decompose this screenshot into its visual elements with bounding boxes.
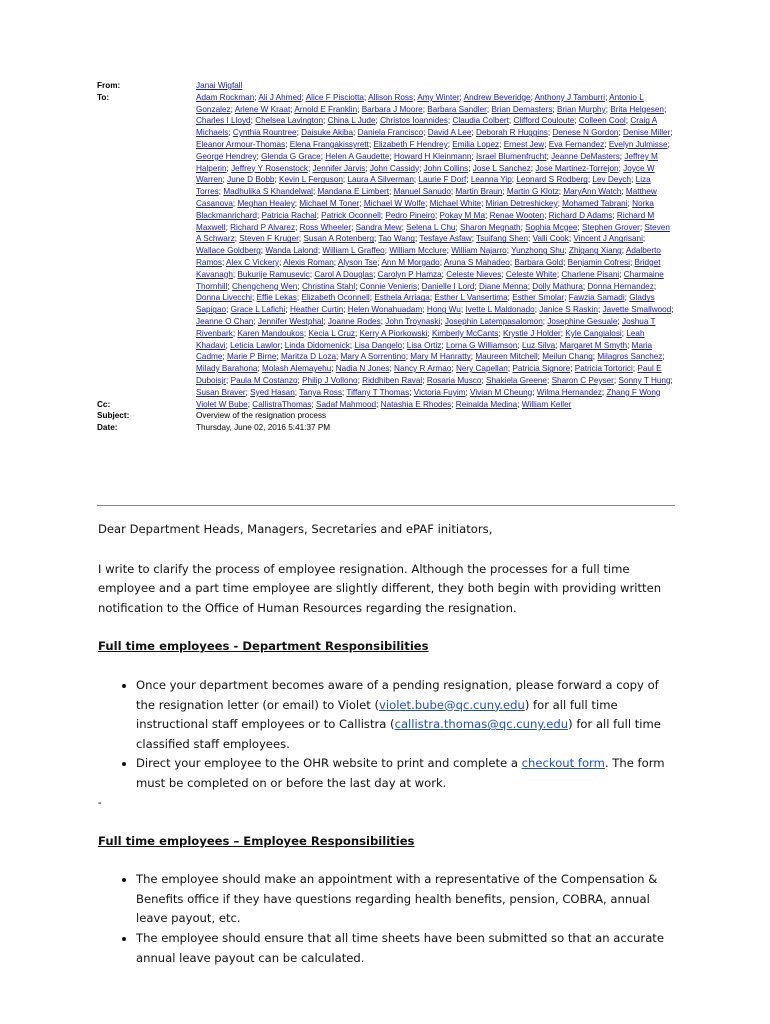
to-recipient-link[interactable]: Benjamin Cofresi: [567, 257, 630, 267]
to-recipient-link[interactable]: Eva Fernandez: [548, 139, 605, 149]
to-recipient-link[interactable]: Brian Murphy: [556, 104, 606, 114]
to-recipient-link[interactable]: Vivian M Cheung: [470, 387, 533, 397]
to-recipient-link[interactable]: Paula M Costanzo: [230, 375, 298, 385]
to-recipient-link[interactable]: Karen Mandoukos: [237, 328, 304, 338]
to-recipient-link[interactable]: Leonard S Rodberg: [516, 175, 588, 185]
violet-email-link[interactable]: violet.bube@qc.cuny.edu: [379, 697, 525, 712]
to-recipient-link[interactable]: Maria Cadme: [196, 340, 653, 362]
to-recipient-link[interactable]: Liza Torres: [196, 175, 651, 197]
to-recipient-link[interactable]: Connie Venieris: [359, 281, 418, 291]
to-recipient-link[interactable]: Eleanor Armour-Thomas: [196, 139, 286, 149]
to-recipient-link[interactable]: Mirian Detreshickey: [485, 198, 558, 208]
to-recipient-link[interactable]: William L Graffeo: [322, 246, 385, 256]
to-recipient-link[interactable]: Norka Blackmanrichard: [196, 198, 654, 220]
header-divider: [97, 505, 675, 506]
to-recipient-link[interactable]: Manuel Sanudo: [393, 187, 451, 197]
to-recipient-link[interactable]: Sharon Megnath: [460, 222, 521, 232]
email-header: [97, 80, 675, 434]
to-recipient-link[interactable]: David A Lee: [427, 128, 472, 138]
to-recipient-link[interactable]: Chelsea Lavington: [255, 116, 324, 126]
to-recipient-link[interactable]: Daniela Francisco: [357, 128, 424, 138]
cc-recipient-link[interactable]: Sadaf Mahmood: [316, 399, 377, 409]
to-recipient-link[interactable]: Maureen Mitchell: [475, 352, 538, 362]
to-recipient-link[interactable]: Elena Frangakissyrett: [289, 139, 369, 149]
subject-row: [97, 410, 675, 422]
to-recipient-link[interactable]: Zhigang Xiang: [568, 246, 622, 256]
to-recipient-link[interactable]: Carol A Douglas: [314, 269, 374, 279]
to-recipient-link[interactable]: Susan A Rotenberg: [303, 234, 374, 244]
to-recipient-link[interactable]: Allison Ross: [368, 92, 414, 102]
to-recipient-link[interactable]: Claudia Colbert: [452, 116, 509, 126]
to-recipient-link[interactable]: Effie Lekas: [256, 293, 297, 303]
to-recipient-link[interactable]: Hong Wu: [426, 305, 461, 315]
to-recipient-link[interactable]: Tao Wang: [378, 234, 415, 244]
salutation: Dear Department Heads, Managers, Secretaries and ePAF initiators,: [98, 522, 493, 536]
to-recipient-link[interactable]: Matthew Casanova: [196, 187, 657, 208]
to-recipient-link[interactable]: Fawzia Samadi: [568, 293, 625, 303]
email-body: [98, 520, 678, 968]
to-recipient-link[interactable]: Margaret M Smyth: [559, 340, 628, 350]
to-recipient-link[interactable]: Sharon C Peyser: [551, 375, 614, 385]
to-recipient-link[interactable]: Deborah R Huggins: [475, 128, 548, 138]
to-recipient-link[interactable]: Carolyn P Hamza: [377, 269, 442, 279]
to-recipient-link[interactable]: Nery Capellan: [455, 364, 508, 374]
to-recipient-link[interactable]: Joshua T Rivenbark: [196, 316, 656, 338]
checkout-form-link[interactable]: checkout form: [521, 756, 605, 771]
to-recipient-link[interactable]: Leah Khadavi: [196, 328, 645, 350]
to-recipient-link[interactable]: Syed Hasan: [250, 387, 295, 397]
to-recipient-link[interactable]: Andrew Beveridge: [463, 92, 531, 102]
to-recipient-link[interactable]: Aruna S Mahadeo: [443, 257, 510, 267]
to-recipient-link[interactable]: Antonio L Gonzalez: [196, 92, 644, 114]
to-recipient-link[interactable]: Arnold E Franklin: [294, 104, 358, 114]
subject-label: Subject:: [97, 411, 130, 421]
cc-recipient-link[interactable]: Violet W Bube: [196, 399, 248, 409]
to-recipient-link[interactable]: Charmaine Thornhill: [196, 269, 664, 291]
to-recipient-link[interactable]: MaryAnn Watch: [563, 187, 622, 197]
intro-paragraph: I write to clarify the process of employee resignation. Although the processes for a full time employee and a part time employee are slightly different, they both begin with providing written notification to the Office of Human Resources regarding the resignation.: [98, 561, 662, 615]
to-recipient-link[interactable]: Josephin Latempasalomon: [444, 316, 543, 326]
to-recipient-link[interactable]: Bukurije Ramusevic: [237, 269, 310, 279]
to-recipient-link[interactable]: Cynthia Rountree: [232, 128, 297, 138]
to-recipient-link[interactable]: Amy Winter: [417, 92, 460, 102]
to-row: [97, 92, 675, 399]
to-recipient-link[interactable]: Craig A Michaels: [196, 116, 658, 138]
to-recipient-link[interactable]: Arlene W Kraat: [234, 104, 291, 114]
to-recipient-link[interactable]: Joanne Rodes: [327, 316, 381, 326]
to-recipient-link[interactable]: Jeanne DeMasters: [551, 151, 620, 161]
to-recipient-link[interactable]: Ernest Jew: [503, 139, 545, 149]
to-recipient-link[interactable]: Meghan Healey: [237, 198, 295, 208]
to-recipient-link[interactable]: Patricia Rachal: [261, 210, 317, 220]
to-recipient-link[interactable]: Alexis Roman: [283, 257, 334, 267]
to-recipient-link[interactable]: Valli Cook: [532, 234, 569, 244]
to-recipient-link[interactable]: Pedro Pineiro: [385, 210, 435, 220]
from-label: From:: [97, 81, 121, 90]
to-recipient-link[interactable]: Celeste White: [505, 269, 557, 279]
to-recipient-link[interactable]: Janice S Raskin: [539, 305, 598, 315]
to-recipient-link[interactable]: Kerry A Piorkowski: [359, 328, 428, 338]
to-recipient-link[interactable]: Pokay M Ma: [439, 210, 486, 220]
to-recipient-link[interactable]: Gladys Sapigao: [196, 293, 655, 315]
to-recipient-link[interactable]: Jennifer Westphal: [257, 316, 324, 326]
to-recipient-link[interactable]: Chengcheng Wen: [231, 281, 298, 291]
to-recipient-link[interactable]: Milagros Sanchez: [597, 352, 663, 362]
to-recipient-link[interactable]: Jennifer Jarvis: [312, 163, 366, 173]
to-recipient-link[interactable]: Kimberly McCants: [431, 328, 499, 338]
to-recipient-link[interactable]: Lorna G Williamson: [445, 340, 518, 350]
to-recipient-link[interactable]: Glenda G Grace: [261, 151, 321, 161]
to-recipient-link[interactable]: Jeffrey Y Rosenstock: [231, 163, 308, 173]
to-recipient-link[interactable]: Susan Braver: [196, 387, 246, 397]
to-recipient-link[interactable]: Wilma Hernandez: [536, 387, 602, 397]
to-recipient-link[interactable]: Denese N Gordon: [552, 128, 619, 138]
to-recipient-link[interactable]: Tesfaye Asfaw: [419, 234, 472, 244]
to-recipient-link[interactable]: Nancy R Armao: [394, 364, 452, 374]
to-recipient-link[interactable]: Patricia Signore: [512, 364, 571, 374]
to-label: To:: [97, 92, 110, 102]
to-recipient-link[interactable]: Sophia Mcgee: [525, 222, 578, 232]
to-recipient-link[interactable]: Helen Wonahuadam: [347, 305, 423, 315]
to-recipient-link[interactable]: Meilun Chang: [542, 352, 593, 362]
to-recipient-link[interactable]: Kevin L Ferguson: [279, 175, 343, 185]
to-recipient-link[interactable]: Esther L Vansertima: [434, 293, 508, 303]
to-recipient-link[interactable]: Ivette L Maldonado: [465, 305, 535, 315]
to-recipient-link[interactable]: Krystle J Holder: [502, 328, 561, 338]
to-recipient-link[interactable]: Richard D Adams: [548, 210, 613, 220]
cc-recipient-link[interactable]: William Keller: [521, 399, 572, 409]
to-recipient-link[interactable]: Vincent J Angrisani: [573, 234, 643, 244]
to-recipient-link[interactable]: Steven A Schwarz: [196, 222, 670, 244]
to-recipient-link[interactable]: Alex C Vickery: [226, 257, 280, 267]
to-recipient-link[interactable]: Jose Martinez-Torrejon: [535, 163, 619, 173]
to-recipient-link[interactable]: Mandana E Limbert: [317, 187, 389, 197]
list-item: • The employee should make an appointment with a representative of the Compensation & Benefits office if they have questions regarding health benefits, pension, COBRA, annual leave payout, etc.: [136, 870, 678, 929]
cc-recipient-link[interactable]: Natashia E Rhodes: [380, 399, 452, 409]
to-recipient-link[interactable]: China L Jude: [327, 116, 376, 126]
to-recipient-link[interactable]: John Troynaski: [385, 316, 441, 326]
section-heading-employee: Full time employees – Employee Responsibilities: [98, 833, 415, 848]
to-recipient-link[interactable]: Madhulika S Khandelwal: [223, 187, 313, 197]
date-row: [97, 422, 675, 434]
to-recipient-link[interactable]: Tsuifang Shen: [476, 234, 529, 244]
to-recipient-link[interactable]: Linda Didomenick: [284, 340, 350, 350]
from-row: [97, 80, 675, 92]
to-recipient-link[interactable]: Richard M Maxwell: [196, 210, 655, 232]
to-recipient-link[interactable]: Howard H Kleinmann: [394, 151, 472, 161]
to-recipient-link[interactable]: Riddhiben Raval: [362, 375, 423, 385]
cc-recipients-list: Violet W Bube; CallistraThomas; Sadaf Mahmood; Natashia E Rhodes; Reinalda Medina; William Keller: [196, 399, 572, 409]
date-value: Thursday, June 02, 2016 5:41:37 PM: [196, 423, 331, 433]
to-recipient-link[interactable]: Donna Livecchi: [196, 293, 252, 303]
to-recipient-link[interactable]: Renae Wooten: [489, 210, 545, 220]
to-recipient-link[interactable]: Mary A Sorrentino: [340, 352, 406, 362]
to-recipient-link[interactable]: Brita Helgesen: [610, 104, 664, 114]
to-recipient-link[interactable]: Sandra Mew: [355, 222, 402, 232]
cc-label: Cc:: [97, 399, 111, 409]
section-heading-department: Full time employees - Department Responsibilities: [98, 639, 429, 654]
to-recipient-link[interactable]: Ross Wheeler: [299, 222, 352, 232]
to-recipient-link[interactable]: Jose L Sanchez: [472, 163, 531, 173]
to-recipient-link[interactable]: Clifford Couloute: [513, 116, 575, 126]
to-recipient-link[interactable]: Barbara Sandler: [427, 104, 487, 114]
department-responsibilities-list: [98, 676, 678, 794]
to-recipient-link[interactable]: Charlene Pisani: [561, 269, 620, 279]
to-recipient-link[interactable]: June D Bobb: [227, 175, 275, 185]
to-recipient-link[interactable]: Patricia Tortorici: [574, 364, 633, 374]
to-recipient-link[interactable]: John Collins: [423, 163, 469, 173]
to-recipient-link[interactable]: Leanna Yip: [470, 175, 512, 185]
to-recipient-link[interactable]: Luz Silva: [521, 340, 556, 350]
to-recipient-link[interactable]: Joyce W Warren: [196, 163, 655, 185]
to-recipient-link[interactable]: Laurie F Dorf: [418, 175, 467, 185]
to-recipient-link[interactable]: Michael W Wolfe: [363, 198, 426, 208]
to-recipient-link[interactable]: Israel Blumenfrucht: [475, 151, 547, 161]
subject-value: Overview of the resignation process: [196, 411, 327, 421]
to-recipient-link[interactable]: Stephen Grover: [582, 222, 640, 232]
to-recipient-link[interactable]: Adalberto Ramos: [196, 246, 661, 267]
to-recipient-link[interactable]: Mary M Hanratty: [410, 352, 471, 362]
to-recipient-link[interactable]: Rosaria Musco: [426, 375, 482, 385]
to-recipient-link[interactable]: Charles I Lloyd: [196, 116, 251, 126]
to-recipient-link[interactable]: Evelyn Julmisse: [608, 139, 668, 149]
to-recipient-link[interactable]: Lisa Dangelo: [354, 340, 403, 350]
to-recipient-link[interactable]: Barbara Gold: [514, 257, 564, 267]
to-recipient-link[interactable]: Marie P Birne: [226, 352, 277, 362]
to-recipient-link[interactable]: Adam Rockman: [196, 92, 255, 102]
to-recipient-link[interactable]: Leticia Lawlor: [230, 340, 281, 350]
to-recipient-link[interactable]: Ali J Ahmed: [258, 92, 302, 102]
to-recipient-link[interactable]: Laura A Silverman: [347, 175, 414, 185]
to-recipient-link[interactable]: Celeste Nieves: [446, 269, 502, 279]
to-recipient-link[interactable]: Dolly Mathura: [532, 281, 583, 291]
to-recipient-link[interactable]: Elizabeth Oconnell: [301, 293, 370, 303]
to-recipient-link[interactable]: Jeanne O Chan: [196, 316, 254, 326]
to-recipient-link[interactable]: Milady Barahona: [196, 364, 258, 374]
to-recipients-list: Adam Rockman; Ali J Ahmed; Alice F Pisciotta; Allison Ross; Amy Winter; Andrew Beveridge; Anthony J Tamburri; Antonio L Gonzalez; Arlene W Kraat; Arnold E Franklin; Barbara J Moore; Barbara Sandler; Brian Demasters; Brian Murphy; Brita Helgesen; Charles I Lloyd; Chelsea Lavington; China L Jude; Christos Ioannides; Claudia Colbert; Clifford Couloute; Colleen Cool; Craig A Michaels; Cynthia Rountree; Daisuke Akiba; Daniela Francisco; David A Lee; Deborah R Huggins; Denese N Gordon; Denise Miller; Eleanor Armour-Thomas; Elena Frangakissyrett; Elizabeth F Hendrey; Emilia Lopez; Ernest Jew; Eva Fernandez; Evelyn Julmisse; George Hendrey; Glenda G Grace; Helen A Gaudette; Howard H Kleinmann; Israel Blumenfrucht; Jeanne DeMasters; Jeffrey M Halperin; Jeffrey Y Rosenstock; Jennifer Jarvis; John Cassidy; John Collins; Jose L Sanchez; Jose Martinez-Torrejon; Joyce W Warren; June D Bobb; Kevin L Ferguson; Laura A Silverman; Laurie F Dorf; Leanna Yip; Leonard S Rodberg; Lev Deych; Liza Torres; Madhulika S Khandelwal; Mandana E Limbert; Manuel Sanudo; Martin Braun; Martin G Klotz; MaryAnn Watch; Matthew Casanova; Meghan Healey; Michael M Toner; Michael W Wolfe; Michael White; Mirian Detreshickey; Mohamed Tabrani; Norka Blackmanrichard; Patricia Rachal; Patrick Oconnell; Pedro Pineiro; Pokay M Ma; Renae Wooten; Richard D Adams; Richard M Maxwell; Richard P Alvarez; Ross Wheeler; Sandra Mew; Selena L Chu; Sharon Megnath; Sophia Mcgee; Stephen Grover; Steven A Schwarz; Steven F Kruger; Susan A Rotenberg; Tao Wang; Tesfaye Asfaw; Tsuifang Shen; Valli Cook; Vincent J Angrisani; Wallace Goldberg; Wanda Lalond; William L Graffeo; William Mcclure; William Najarro; Yunzhong Shu; Zhigang Xiang; Adalberto Ramos; Alex C Vickery; Alexis Roman; Alyson Tse; Ann M Morgado; Aruna S Mahadeo; Barbara Gold; Benjamin Cofresi; Bridget Kavanagh; Bukurije Ramusevic; Carol A Douglas; Carolyn P Hamza; Celeste Nieves; Celeste White; Charlene Pisani; Charmaine Thornhill; Chengcheng Wen; Christina Stahl; Connie Venieris; Danielle I Lord; Diane Menna; Dolly Mathura; Donna Hernandez; Donna Livecchi; Effie Lekas; Elizabeth Oconnell; Esthela Arriaga; Esther L Vansertima; Esther Smolar; Fawzia Samadi; Gladys Sapigao; Grace L Lafichi; Heather Curtin; Helen Wonahuadam; Hong Wu; Ivette L Maldonado; Janice S Raskin; Javette Smallwood; Jeanne O Chan; Jennifer Westphal; Joanne Rodes; John Troynaski; Josephin Latempasalomon; Josephine Gesuale; Joshua T Rivenbark; Karen Mandoukos; Kecia L Cruz; Kerry A Piorkowski; Kimberly McCants; Krystle J Holder; Kyle Cangialosi; Leah Khadavi; Leticia Lawlor; Linda Didomenick; Lisa Dangelo; Lisa Ortiz; Lorna G Williamson; Luz Silva; Margaret M Smyth; Maria Cadme; Marie P Birne; Maritza D Loza; Mary A Sorrentino; Mary M Hanratty; Maureen Mitchell; Meilun Chang; Milagros Sanchez; Milady Barahona; Molash Alemayehu; Nadia N Jones; Nancy R Armao; Nery Capellan; Patricia Signore; Patricia Tortorici; Paul E Duboisjr; Paula M Costanzo; Philip J Vollono; Riddhiben Raval; Rosaria Musco; Shakiela Greene; Sharon C Peyser; Sonny T Hung; Susan Braver; Syed Hasan; Tanya Ross; Tiffany T Thomas; Victoria Fuyim; Vivian M Cheung; Wilma Hernandez; Zhang F Wong: [196, 92, 674, 397]
to-recipient-link[interactable]: Grace L Lafichi: [230, 305, 286, 315]
to-recipient-link[interactable]: Shakiela Greene: [486, 375, 547, 385]
to-recipient-link[interactable]: Richard P Alvarez: [230, 222, 296, 232]
to-recipient-link[interactable]: Victoria Fuyim: [413, 387, 466, 397]
to-recipient-link[interactable]: Esthela Arriaga: [374, 293, 430, 303]
to-recipient-link[interactable]: Molash Alemayehu: [262, 364, 332, 374]
to-recipient-link[interactable]: Lev Deych: [592, 175, 632, 185]
stray-dash: -: [98, 797, 102, 809]
to-recipient-link[interactable]: Helen A Gaudette: [325, 151, 390, 161]
cc-recipient-link[interactable]: Reinalda Medina: [455, 399, 518, 409]
list-item: • Direct your employee to the OHR website to print and complete a checkout form. The form must be completed on or before the last day at work.: [136, 754, 678, 793]
list-item: • The employee should ensure that all time sheets have been submitted so that an accurate annual leave payout can be calculated.: [136, 929, 678, 968]
to-recipient-link[interactable]: Paul E Duboisjr: [196, 364, 662, 385]
to-recipient-link[interactable]: Nadia N Jones: [335, 364, 390, 374]
date-label: Date:: [97, 423, 118, 433]
to-recipient-link[interactable]: Michael White: [429, 198, 482, 208]
to-recipient-link[interactable]: Alyson Tse: [337, 257, 378, 267]
list-item: • Once your department becomes aware of a pending resignation, please forward a copy of the resignation letter (or email) to Violet (violet.bube@qc.cuny.edu) for all full time instructional staff employees or to Callistra (callistra.thomas@qc.cuny.edu) for all full time classified staff employees.: [136, 676, 678, 754]
to-recipient-link[interactable]: Brian Demasters: [491, 104, 553, 114]
to-recipient-link[interactable]: Colleen Cool: [578, 116, 626, 126]
sender-link[interactable]: Janai Wigfall: [196, 81, 243, 90]
to-recipient-link[interactable]: Steven F Kruger: [239, 234, 299, 244]
to-recipient-link[interactable]: Kecia L Cruz: [308, 328, 356, 338]
employee-responsibilities-list: [98, 870, 678, 968]
to-recipient-link[interactable]: Alice F Pisciotta: [305, 92, 364, 102]
callistra-email-link[interactable]: callistra.thomas@qc.cuny.edu: [394, 717, 569, 732]
to-recipient-link[interactable]: Selena L Chu: [406, 222, 456, 232]
to-recipient-link[interactable]: Martin Braun: [455, 187, 503, 197]
to-recipient-link[interactable]: Wanda Lalond: [265, 246, 318, 256]
to-recipient-link[interactable]: Tiffany T Thomas: [346, 387, 410, 397]
to-recipient-link[interactable]: Yunzhong Shu: [511, 246, 565, 256]
to-recipient-link[interactable]: Patrick Oconnell: [321, 210, 381, 220]
to-recipient-link[interactable]: Denise Miller: [623, 128, 671, 138]
to-recipient-link[interactable]: Ann M Morgado: [381, 257, 440, 267]
to-recipient-link[interactable]: Jeffrey M Halperin: [196, 151, 658, 173]
to-recipient-link[interactable]: Anthony J Tamburri: [534, 92, 606, 102]
cc-recipient-link[interactable]: CallistraThomas: [252, 399, 312, 409]
to-recipient-link[interactable]: Esther Smolar: [512, 293, 565, 303]
to-recipient-link[interactable]: Diane Menna: [479, 281, 528, 291]
to-recipient-link[interactable]: George Hendrey: [196, 151, 257, 161]
to-recipient-link[interactable]: William Najarro: [451, 246, 507, 256]
to-recipient-link[interactable]: Bridget Kavanagh: [196, 257, 661, 279]
to-recipient-link[interactable]: Donna Hernandez: [587, 281, 654, 291]
to-recipient-link[interactable]: Barbara J Moore: [361, 104, 423, 114]
to-recipient-link[interactable]: Christina Stahl: [301, 281, 356, 291]
to-recipient-link[interactable]: Mohamed Tabrani: [562, 198, 628, 208]
to-recipient-link[interactable]: Christos Ioannides: [380, 116, 448, 126]
to-recipient-link[interactable]: Daisuke Akiba: [301, 128, 354, 138]
to-recipient-link[interactable]: Heather Curtin: [289, 305, 344, 315]
to-recipient-link[interactable]: Philip J Vollono: [302, 375, 358, 385]
cc-row: [97, 399, 675, 411]
to-recipient-link[interactable]: Tanya Ross: [299, 387, 342, 397]
to-recipient-link[interactable]: Maritza D Loza: [280, 352, 337, 362]
to-recipient-link[interactable]: William Mcclure: [389, 246, 447, 256]
to-recipient-link[interactable]: Javette Smallwood: [602, 305, 672, 315]
to-recipient-link[interactable]: John Cassidy: [369, 163, 420, 173]
to-recipient-link[interactable]: Sonny T Hung: [618, 375, 671, 385]
to-recipient-link[interactable]: Michael M Toner: [299, 198, 360, 208]
to-recipient-link[interactable]: Kyle Cangialosi: [565, 328, 622, 338]
to-recipient-link[interactable]: Danielle I Lord: [421, 281, 475, 291]
to-recipient-link[interactable]: Martin G Klotz: [506, 187, 559, 197]
to-recipient-link[interactable]: Lisa Ortiz: [406, 340, 442, 350]
to-recipient-link[interactable]: Wallace Goldberg: [196, 246, 261, 256]
to-recipient-link[interactable]: Zhang F Wong: [606, 387, 661, 397]
to-recipient-link[interactable]: Josephine Gesuale: [547, 316, 618, 326]
to-recipient-link[interactable]: Elizabeth F Hendrey: [373, 139, 448, 149]
to-recipient-link[interactable]: Emilia Lopez: [452, 139, 500, 149]
